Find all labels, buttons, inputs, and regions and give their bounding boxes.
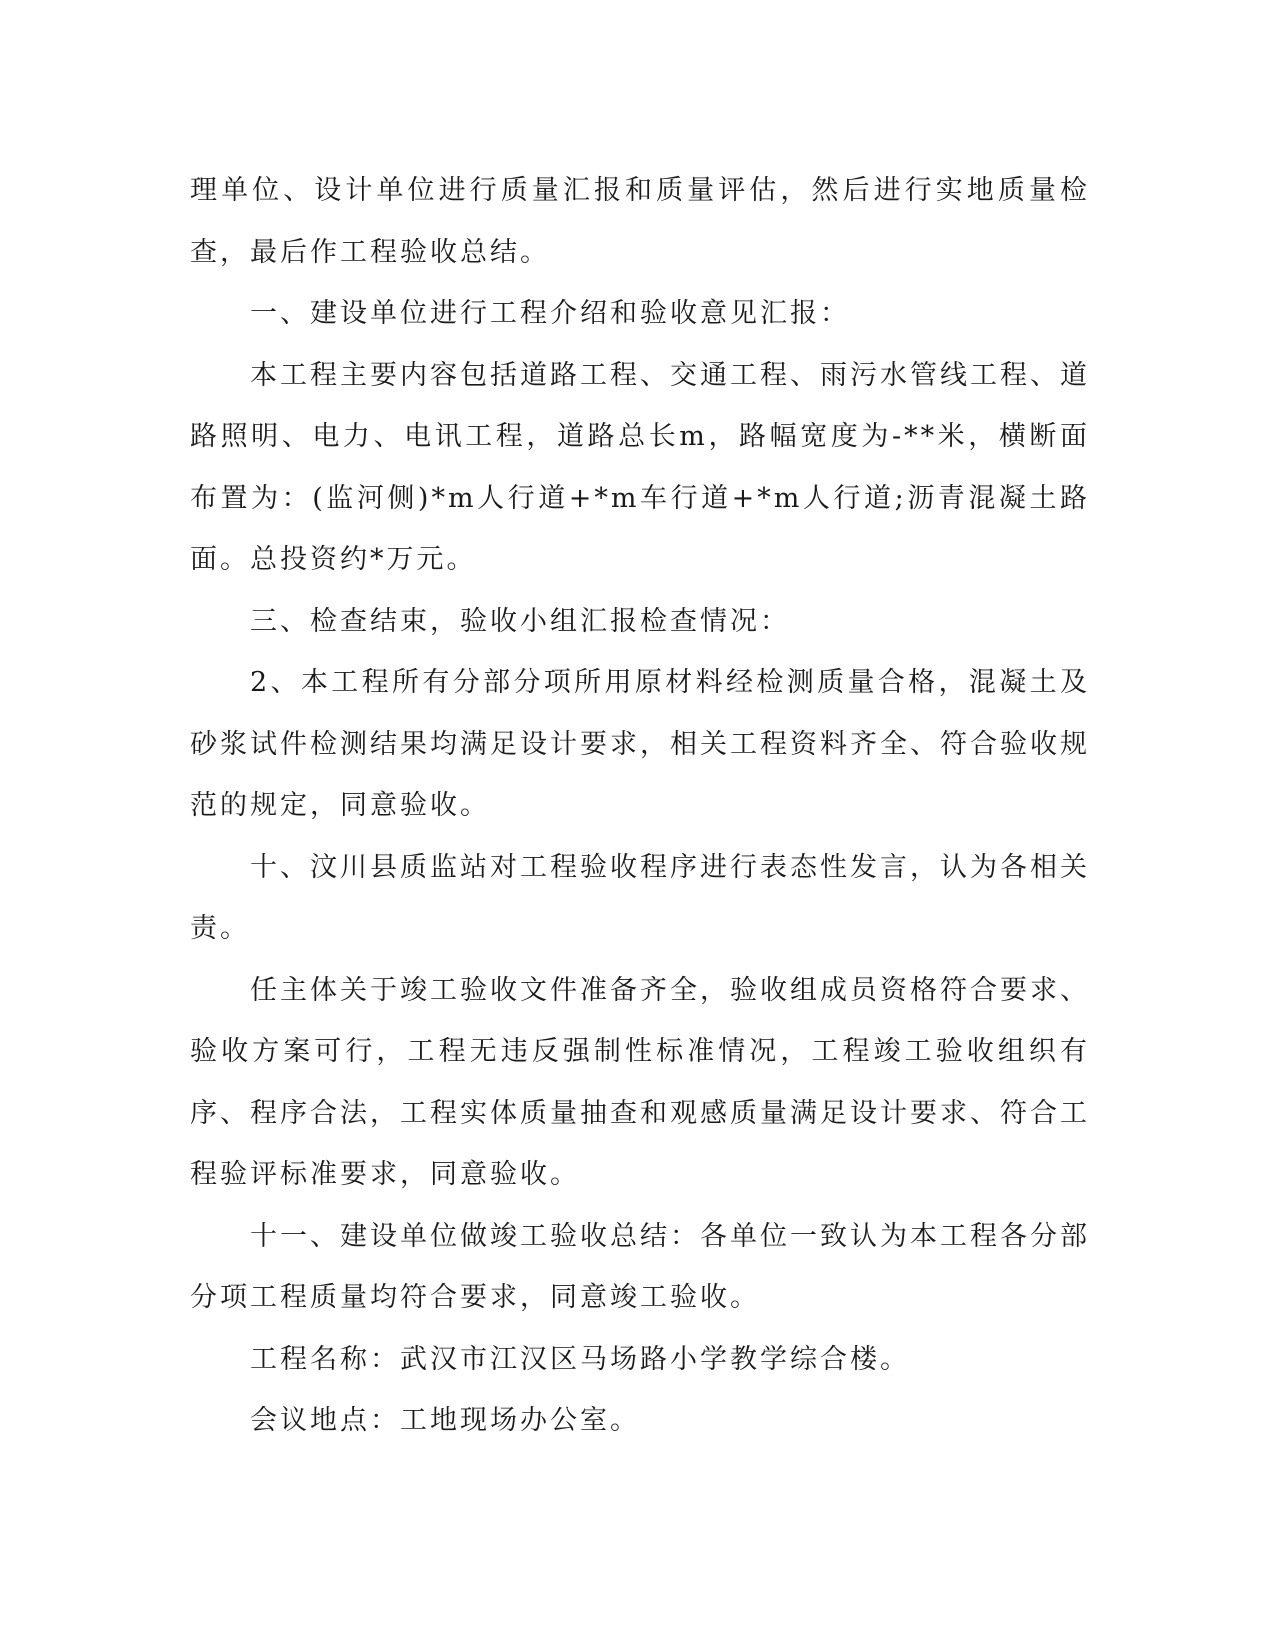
paragraph-section-three-heading: 三、检查结束，验收小组汇报检查情况： (250, 605, 790, 637)
paragraph-section-one-heading: 一、建设单位进行工程介绍和验收意见汇报： (250, 298, 850, 329)
paragraph-responsibility: 任主体关于竣工验收文件准备齐全，验收组成员资格符合要求、验收方案可行，工程无违反强制性标准情况，工程竣工验收组织有序、程序合法，工程实体质量抽查和观感质量满足设计要求、符合工程验评标准要求，同意验收。 (190, 974, 1090, 1190)
document-body (190, 160, 1090, 1452)
paragraph-continuation: 理单位、设计单位进行质量汇报和质量评估，然后进行实地质量检查，最后作工程验收总结。 (190, 175, 1090, 268)
paragraph-project-name: 工程名称：武汉市江汉区马场路小学教学综合楼。 (250, 1343, 910, 1375)
paragraph-item-two: 2、本工程所有分部分项所用原材料经检测质量合格，混凝土及砂浆试件检测结果均满足设计要求，相关工程资料齐全、符合验收规范的规定，同意验收。 (190, 667, 1090, 821)
paragraph-section-ten: 十、汶川县质监站对工程验收程序进行表态性发言，认为各相关责。 (190, 851, 1090, 944)
paragraph-section-eleven: 十一、建设单位做竣工验收总结：各单位一致认为本工程各分部分项工程质量均符合要求，同意竣工验收。 (190, 1220, 1090, 1313)
paragraph-project-content: 本工程主要内容包括道路工程、交通工程、雨污水管线工程、道路照明、电力、电讯工程，道路总长m，路幅宽度为-**米，横断面布置为：(监河侧)*m人行道+*m车行道+*m人行道;沥青混凝土路面。总投资约*万元。 (190, 359, 1090, 575)
paragraph-meeting-location: 会议地点：工地现场办公室。 (250, 1405, 640, 1436)
